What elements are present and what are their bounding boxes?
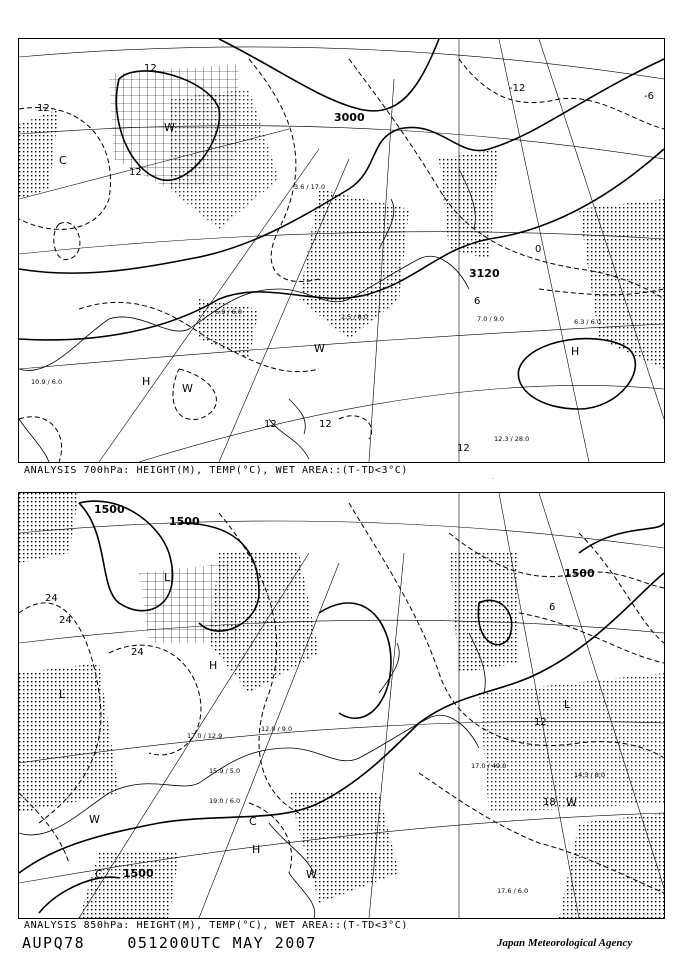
center-label: L	[59, 688, 66, 701]
center-label: H	[142, 375, 151, 388]
station-value: 10.9 / 6.0	[31, 378, 63, 386]
center-label: W	[314, 342, 325, 355]
temp-label: 12	[264, 419, 277, 430]
agency-name: Japan Meteorological Agency	[497, 937, 633, 949]
station-value: 2.5 / 8.0	[341, 313, 368, 321]
station-value: 19.0 / 6.0	[209, 797, 241, 805]
station-value: 15.9 / 5.0	[209, 767, 241, 775]
caption-850hpa: ANALYSIS 850hPa: HEIGHT(M), TEMP(°C), WET AREA::(T-TD<3°C)	[24, 920, 408, 931]
center-label: W	[164, 121, 175, 134]
bulletin-time: 051200UTC MAY 2007	[127, 934, 317, 952]
bulletin-code: AUPQ78	[22, 934, 86, 952]
center-label: L	[164, 571, 171, 584]
center-label: W	[566, 796, 577, 809]
map-panel-850hpa	[18, 492, 665, 919]
station-value: 17.6 / 6.0	[497, 887, 529, 895]
station-plots	[492, 475, 494, 481]
station-value: 17.0 / 49.0	[471, 762, 507, 770]
height-label: 1500	[123, 867, 154, 880]
center-label: C	[249, 815, 257, 828]
station-value: 6.3 / 6.0	[574, 318, 601, 326]
station-value: 12.3 / 28.0	[494, 435, 530, 443]
temp-label: 12	[129, 167, 142, 178]
temp-label: 6	[549, 602, 556, 613]
height-label: 1500	[169, 515, 200, 528]
center-label: C	[95, 868, 103, 881]
station-value: 7.0 / 9.0	[477, 315, 504, 323]
caption-700hpa: ANALYSIS 700hPa: HEIGHT(M), TEMP(°C), WET AREA::(T-TD<3°C)	[24, 465, 408, 476]
center-label: L	[564, 698, 571, 711]
height-label: 1500	[94, 503, 125, 516]
bulletin-header	[22, 934, 317, 952]
temp-label: 24	[131, 647, 144, 658]
station-value: 12.0 / 9.0	[261, 725, 293, 733]
center-label: C	[59, 154, 67, 167]
temp-label: 24	[45, 593, 58, 604]
center-label: W	[182, 382, 193, 395]
station-value: 3.6 / 17.0	[294, 183, 326, 191]
center-label: W	[306, 868, 317, 881]
svg-text:.: .	[492, 475, 494, 481]
center-label: H	[252, 843, 261, 856]
temp-label: 6	[474, 296, 481, 307]
temp-label: 24	[59, 615, 72, 626]
center-label: H	[209, 659, 218, 672]
station-value: 6.9 / 6.0	[215, 308, 242, 316]
temp-label: -6	[644, 91, 654, 102]
temp-label: 12	[457, 443, 470, 454]
temp-label: 0	[535, 244, 542, 255]
height-label: 3120	[469, 267, 500, 280]
temp-label: 12	[534, 717, 547, 728]
station-value: 14.3 / 8.0	[574, 771, 606, 779]
center-label: H	[571, 345, 580, 358]
map-850hpa	[19, 493, 664, 918]
wet-areas	[19, 64, 664, 369]
height-label: 1500	[564, 567, 595, 580]
height-label: 3000	[334, 111, 365, 124]
temp-label: -12	[509, 83, 526, 94]
temp-label: 12	[319, 419, 332, 430]
temp-label: 18	[543, 797, 556, 808]
station-value: 17.0 / 12.9	[187, 732, 223, 740]
temp-label: 12	[144, 63, 157, 74]
center-label: W	[89, 813, 100, 826]
temp-label: 12	[37, 103, 50, 114]
